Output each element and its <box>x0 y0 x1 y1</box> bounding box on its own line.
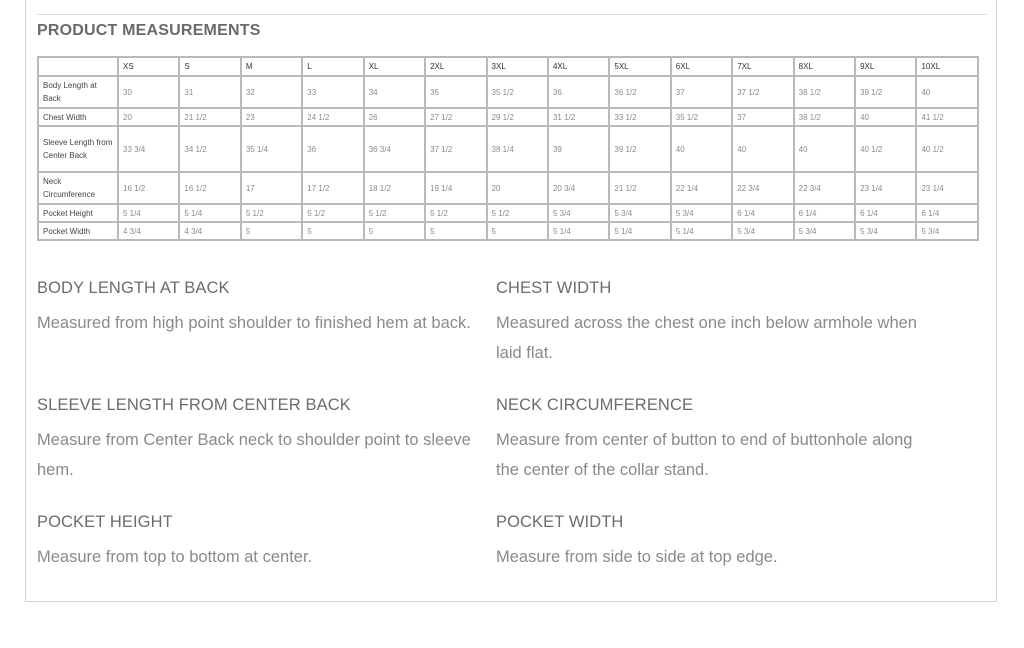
table-cell: 38 1/2 <box>794 76 855 108</box>
definition-heading: POCKET HEIGHT <box>37 513 173 531</box>
definition-neck-circumference <box>496 395 936 485</box>
table-cell: 6 1/4 <box>732 204 793 222</box>
size-header: XL <box>364 57 425 76</box>
table-cell: 18 1/2 <box>364 172 425 204</box>
size-header: XS <box>118 57 179 76</box>
table-cell: 5 3/4 <box>609 204 670 222</box>
table-cell: 30 <box>118 76 179 108</box>
table-cell: 31 <box>179 76 240 108</box>
row-label: Body Length at Back <box>38 76 118 108</box>
table-cell: 41 1/2 <box>916 108 978 126</box>
table-cell: 40 <box>671 126 732 172</box>
top-divider <box>37 14 987 15</box>
table-cell: 39 <box>548 126 609 172</box>
table-cell: 37 <box>671 76 732 108</box>
table-cell: 4 3/4 <box>179 222 240 240</box>
row-label: Pocket Height <box>38 204 118 222</box>
table-cell: 40 <box>855 108 916 126</box>
table-cell: 22 1/4 <box>671 172 732 204</box>
table-cell: 37 1/2 <box>732 76 793 108</box>
table-corner-cell <box>38 57 118 76</box>
table-cell: 40 <box>794 126 855 172</box>
table-cell: 17 <box>241 172 302 204</box>
table-cell: 34 <box>364 76 425 108</box>
table-cell: 5 1/4 <box>179 204 240 222</box>
table-row <box>38 222 978 240</box>
table-cell: 5 <box>302 222 363 240</box>
table-cell: 29 1/2 <box>487 108 548 126</box>
definition-heading: NECK CIRCUMFERENCE <box>496 396 694 414</box>
table-cell: 23 <box>241 108 302 126</box>
definition-pocket-width <box>496 512 936 572</box>
table-cell: 16 1/2 <box>179 172 240 204</box>
table-cell: 33 1/2 <box>609 108 670 126</box>
definition-heading: POCKET WIDTH <box>496 513 624 531</box>
table-cell: 6 1/4 <box>916 204 978 222</box>
table-cell: 5 3/4 <box>794 222 855 240</box>
size-header: M <box>241 57 302 76</box>
table-cell: 35 1/2 <box>671 108 732 126</box>
table-cell: 39 1/2 <box>855 76 916 108</box>
table-cell: 38 1/2 <box>794 108 855 126</box>
table-cell: 22 3/4 <box>732 172 793 204</box>
table-cell: 5 1/4 <box>671 222 732 240</box>
definition-text: Measure from side to side at top edge. <box>496 548 778 566</box>
table-cell: 5 1/2 <box>364 204 425 222</box>
table-cell: 26 <box>364 108 425 126</box>
table-cell: 31 1/2 <box>548 108 609 126</box>
row-label: Sleeve Length from Center Back <box>38 126 118 172</box>
size-header: 10XL <box>916 57 978 76</box>
table-cell: 27 1/2 <box>425 108 486 126</box>
size-header: S <box>179 57 240 76</box>
definition-body-length <box>37 278 477 338</box>
table-cell: 5 <box>241 222 302 240</box>
table-cell: 36 <box>302 126 363 172</box>
size-header: 9XL <box>855 57 916 76</box>
table-cell: 33 3/4 <box>118 126 179 172</box>
table-cell: 5 1/2 <box>241 204 302 222</box>
table-cell: 20 <box>118 108 179 126</box>
table-cell: 22 3/4 <box>794 172 855 204</box>
table-cell: 20 <box>487 172 548 204</box>
definition-text: Measure from top to bottom at center. <box>37 548 313 566</box>
definition-text: Measure from center of button to end of buttonhole along the center of the collar stand. <box>496 431 913 479</box>
table-cell: 6 1/4 <box>794 204 855 222</box>
table-cell: 38 1/4 <box>487 126 548 172</box>
table-row <box>38 172 978 204</box>
table-cell: 5 3/4 <box>732 222 793 240</box>
table-cell: 5 1/4 <box>548 222 609 240</box>
table-cell: 5 3/4 <box>548 204 609 222</box>
table-cell: 32 <box>241 76 302 108</box>
definition-text: Measure from Center Back neck to shoulder point to sleeve hem. <box>37 431 471 479</box>
size-header: 7XL <box>732 57 793 76</box>
table-cell: 34 1/2 <box>179 126 240 172</box>
table-cell: 23 1/4 <box>916 172 978 204</box>
table-cell: 33 <box>302 76 363 108</box>
table-row <box>38 76 978 108</box>
table-cell: 40 <box>732 126 793 172</box>
table-cell: 6 1/4 <box>855 204 916 222</box>
definition-heading: SLEEVE LENGTH FROM CENTER BACK <box>37 396 351 414</box>
table-cell: 21 1/2 <box>609 172 670 204</box>
table-cell: 39 1/2 <box>609 126 670 172</box>
table-cell: 35 <box>425 76 486 108</box>
table-cell: 35 1/4 <box>241 126 302 172</box>
table-cell: 17 1/2 <box>302 172 363 204</box>
definition-heading: BODY LENGTH AT BACK <box>37 279 230 297</box>
table-cell: 36 1/2 <box>609 76 670 108</box>
table-row <box>38 108 978 126</box>
table-cell: 5 1/2 <box>487 204 548 222</box>
table-cell: 40 1/2 <box>916 126 978 172</box>
table-cell: 35 1/2 <box>487 76 548 108</box>
table-cell: 5 3/4 <box>855 222 916 240</box>
table-cell: 5 3/4 <box>671 204 732 222</box>
table-cell: 19 1/4 <box>425 172 486 204</box>
section-title: PRODUCT MEASUREMENTS <box>37 22 261 39</box>
table-cell: 37 1/2 <box>425 126 486 172</box>
definition-sleeve-length <box>37 395 477 485</box>
table-cell: 24 1/2 <box>302 108 363 126</box>
table-cell: 37 <box>732 108 793 126</box>
size-header: 6XL <box>671 57 732 76</box>
table-cell: 5 1/2 <box>425 204 486 222</box>
row-label: Pocket Width <box>38 222 118 240</box>
table-cell: 23 1/4 <box>855 172 916 204</box>
table-header-row <box>38 57 978 76</box>
size-header: 2XL <box>425 57 486 76</box>
table-cell: 5 <box>487 222 548 240</box>
table-cell: 5 1/4 <box>118 204 179 222</box>
table-cell: 21 1/2 <box>179 108 240 126</box>
definition-chest-width <box>496 278 936 368</box>
table-cell: 5 <box>364 222 425 240</box>
measurements-table <box>37 56 979 241</box>
table-cell: 5 3/4 <box>916 222 978 240</box>
size-header: 3XL <box>487 57 548 76</box>
size-header: 8XL <box>794 57 855 76</box>
table-cell: 5 <box>425 222 486 240</box>
definition-pocket-height <box>37 512 477 572</box>
table-cell: 36 3/4 <box>364 126 425 172</box>
size-header: L <box>302 57 363 76</box>
size-header: 4XL <box>548 57 609 76</box>
row-label: Chest Width <box>38 108 118 126</box>
table-cell: 5 1/2 <box>302 204 363 222</box>
table-cell: 5 1/4 <box>609 222 670 240</box>
table-cell: 16 1/2 <box>118 172 179 204</box>
table-row <box>38 126 978 172</box>
table-row <box>38 204 978 222</box>
table-cell: 36 <box>548 76 609 108</box>
table-cell: 40 1/2 <box>855 126 916 172</box>
table-cell: 4 3/4 <box>118 222 179 240</box>
definition-heading: CHEST WIDTH <box>496 279 612 297</box>
table-cell: 20 3/4 <box>548 172 609 204</box>
table-cell: 40 <box>916 76 978 108</box>
row-label: Neck Circumference <box>38 172 118 204</box>
definition-text: Measured from high point shoulder to finished hem at back. <box>37 314 471 332</box>
size-header: 5XL <box>609 57 670 76</box>
definition-text: Measured across the chest one inch below armhole when laid flat. <box>496 314 917 362</box>
